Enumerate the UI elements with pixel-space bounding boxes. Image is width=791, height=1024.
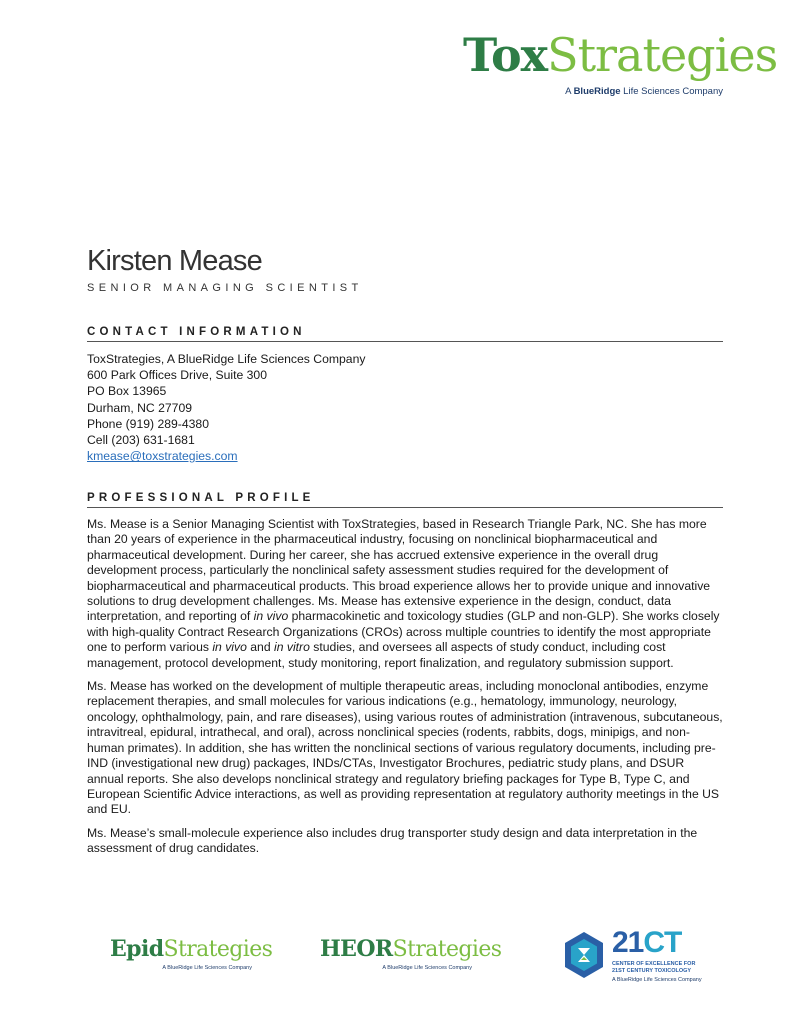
ct-line-3: A BlueRidge Life Sciences Company xyxy=(612,977,702,983)
profile-body xyxy=(87,517,723,865)
toxstrategies-logo xyxy=(463,28,778,97)
contact-block xyxy=(87,351,365,464)
person-title: SENIOR MANAGING SCIENTIST xyxy=(87,282,363,294)
contact-address2: PO Box 13965 xyxy=(87,384,167,399)
contact-email-link[interactable]: kmease@toxstrategies.com xyxy=(87,449,238,464)
hexagon-icon xyxy=(562,930,606,980)
heor-wordmark: HEORStrategies xyxy=(320,936,502,962)
contact-cell: Cell (203) 631-1681 xyxy=(87,433,195,448)
heor-tagline: A BlueRidge Life Sciences Company xyxy=(382,965,472,971)
contact-phone: Phone (919) 289-4380 xyxy=(87,416,209,431)
ct-line-2: 21ST CENTURY TOXICOLOGY xyxy=(612,968,692,974)
profile-paragraph-2: Ms. Mease has worked on the development of multiple therapeutic areas, including monoclonal antibodies, enzyme replacement therapies, and small molecules for various indications (e.g., hematology, immunology, neurology, oncology, ophthalmology, pain, and rare diseases), using various routes of administration (intravenous, subcutaneous, intravitreal, epidural, intrathecal, and oral), across nonclinical species (rodents, rabbits, dogs, minipigs, and non-human primates). In addition, she has written the nonclinical sections of various regulatory documents, including pre-IND (investigational new drug) packages, INDs/CTAs, Investigator Brochures, pediatric study plans, and DSUR annual reports. She also develops nonclinical strategy and regulatory briefing packages for Type B, Type C, and European Scientific Advice interactions, as well as providing representation at regulatory authority meetings in the US and EU. xyxy=(87,679,723,817)
person-name: Kirsten Mease xyxy=(87,245,262,277)
profile-paragraph-1: Ms. Mease is a Senior Managing Scientist with ToxStrategies, based in Research Triangle Park, NC. She has more than 20 years of experience in the pharmaceutical industry, focusing on nonclinical biopharmaceutical and pharmaceutical development. During her career, she has accrued extensive experience in the overall drug development process, particularly the nonclinical safety assessment studies required for the development of biopharmaceutical and pharmaceutical products. This broad experience allows her to provide unique and innovative solutions to drug development challenges. Ms. Mease has extensive experience in the design, conduct, data interpretation, and reporting of in vivo pharmacokinetic and toxicology studies (GLP and non-GLP). She works closely with high-quality Contract Research Organizations (CROs) across multiple countries to identify the most appropriate one to perform various in vivo and in vitro studies, and oversees all aspects of study conduct, including cost management, protocol development, study monitoring, report finalization, and regulatory submission support. xyxy=(87,517,720,670)
profile-paragraph-3: Ms. Mease’s small-molecule experience also includes drug transporter study design and data interpretation in the assessment of drug candidates. xyxy=(87,825,698,856)
epidstrategies-logo xyxy=(110,936,273,971)
contact-address1: 600 Park Offices Drive, Suite 300 xyxy=(87,368,267,383)
21ct-logo xyxy=(562,926,712,988)
profile-heading: PROFESSIONAL PROFILE xyxy=(87,492,723,508)
epid-wordmark: EpidStrategies xyxy=(110,936,273,962)
logo-wordmark: ToxStrategies xyxy=(463,28,778,82)
contact-heading: CONTACT INFORMATION xyxy=(87,326,723,342)
contact-company: ToxStrategies, A BlueRidge Life Sciences Company xyxy=(87,352,366,366)
heorstrategies-logo xyxy=(320,936,502,971)
epid-tagline: A BlueRidge Life Sciences Company xyxy=(162,965,252,971)
ct-number: 21CT xyxy=(612,926,682,959)
ct-line-1: CENTER OF EXCELLENCE FOR xyxy=(612,961,696,967)
logo-tagline: A BlueRidge Life Sciences Company xyxy=(565,86,723,97)
contact-city: Durham, NC 27709 xyxy=(87,400,192,415)
